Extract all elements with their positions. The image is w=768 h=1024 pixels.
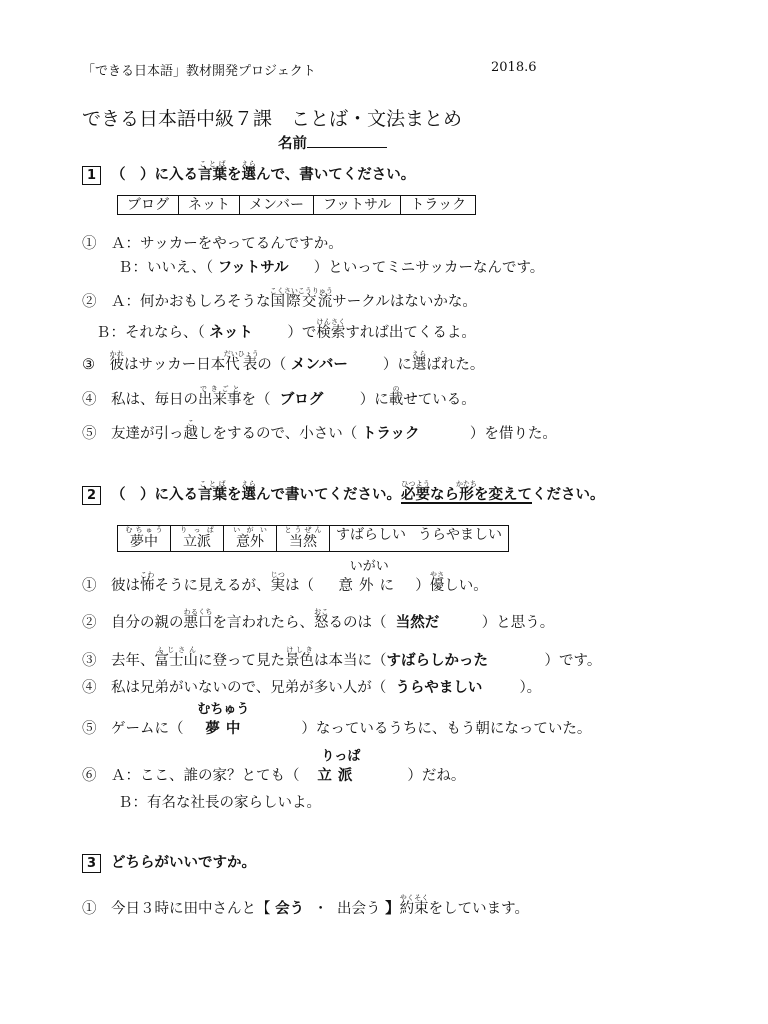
section-2-instruction: 2 （ ）に入る言葉ことばを選えらんで書いてください。必要ひつようなら形かたちを変えてください。 (82, 480, 605, 505)
question-2-6-line-2: Ｂ：有名な社長の家らしいよ。 (118, 795, 321, 811)
name-field (278, 132, 387, 153)
word-bank-1 (117, 195, 476, 215)
question-2-4: ④ 私は兄弟がいないので、兄弟が多い人が（ うらやましい ）。 (82, 676, 541, 697)
word-bank-item: ネット (178, 196, 239, 214)
question-2-2: ② 自分の親の悪口わるくちを言われたら、怒おこるのは（ 当然だ ）と思う。 (82, 608, 555, 631)
answer[interactable]: フットサル (217, 260, 289, 276)
word-bank-item: ブログ (127, 197, 169, 213)
choice-option[interactable]: 会う (275, 901, 305, 917)
word-bank-item: うらやましい (418, 527, 502, 543)
answer[interactable]: トラック (361, 426, 420, 442)
ruby-word: 言葉ことば (198, 160, 227, 183)
answer[interactable]: りっぱ 立派 (317, 749, 361, 784)
answer[interactable]: むちゅう 夢中 (197, 702, 250, 737)
question-2-1: ① 彼は怖こわそうに見えるが、実じつは（ いがい 意外に ）優やさしい。 (82, 559, 488, 594)
question-2-5: ⑤ ゲームに（ むちゅう 夢中 ）なっているうちに、もう朝になっていた。 (82, 702, 592, 737)
project-header: 「できる日本語」教材開発プロジェクト (82, 64, 316, 79)
section-number: 1 (82, 166, 101, 185)
question-1-2-line-2: Ｂ：それなら、（ ネット ）で検索けんさくすれば出てくるよ。 (96, 318, 476, 341)
date-label: 2018.6 (491, 60, 537, 75)
question-2-3: ③ 去年、富士山ふじさんに登って見た景色けしきは本当に（すばらしかった ）です。 (82, 646, 602, 669)
word-bank-item: トラック (400, 196, 475, 214)
section-3-instruction: 3 どちらがいいですか。 (82, 851, 256, 873)
question-1-2-line-1: ② Ａ：何かおもしろそうな国際交流こくさいこうりゅうサークルはないかな。 (82, 287, 477, 310)
word-bank-item: メンバー (239, 196, 313, 214)
question-1-5: ⑤ 友達が引っ越こしをするので、小さい（ トラック ）を借りた。 (82, 419, 557, 442)
question-1-1-line-2: Ｂ：いいえ、（ フットサル ）といってミニサッカーなんです。 (118, 256, 544, 277)
word-bank-item: フットサル (313, 196, 400, 214)
name-blank[interactable] (307, 135, 387, 148)
answer[interactable]: ブログ (279, 392, 324, 408)
choice-option[interactable]: 出会う (337, 901, 381, 917)
section-1-instruction: 1 （ ）に入る言葉ことばを選えらんで、書いてください。 (82, 160, 415, 185)
word-bank-item: 夢中むちゅう (124, 526, 164, 550)
section-number: 3 (82, 854, 101, 873)
question-3-1: ① 今日３時に田中さんと【 会う ・ 出会う 】約束やくそくをしています。 (82, 894, 529, 917)
word-bank-item: 立派りっぱ (170, 526, 223, 551)
name-label: 名前 (278, 136, 307, 152)
word-bank-2 (117, 525, 509, 552)
answer[interactable]: メンバー (290, 357, 348, 373)
page-title: できる日本語中級７課 ことば・文法まとめ (82, 108, 463, 130)
question-1-4: ④ 私は、毎日の出来事できごとを（ ブログ ）に載のせている。 (82, 385, 476, 408)
question-1-3: ③ 彼かれはサッカー日本代表だいひょうの（ メンバー ）に選えらばれた。 (82, 350, 485, 373)
word-bank-item: 意外いがい (223, 526, 276, 551)
answer[interactable]: うらやましい (395, 680, 483, 696)
answer[interactable]: いがい 意外に (338, 559, 400, 594)
section-number: 2 (82, 486, 101, 505)
answer[interactable]: すばらしかった (386, 653, 488, 669)
word-bank-item: 当然とうぜん (276, 526, 329, 551)
answer[interactable]: ネット (209, 325, 253, 341)
question-2-6: ⑥ Ａ：ここ、誰の家？とても（ りっぱ 立派 ）だね。 (82, 749, 466, 784)
ruby-word: 選えら (241, 160, 256, 183)
answer[interactable]: 当然だ (395, 615, 440, 631)
question-1-1-line-1: ① Ａ：サッカーをやってるんですか。 (82, 236, 343, 252)
word-bank-item: すばらしい (329, 526, 412, 551)
